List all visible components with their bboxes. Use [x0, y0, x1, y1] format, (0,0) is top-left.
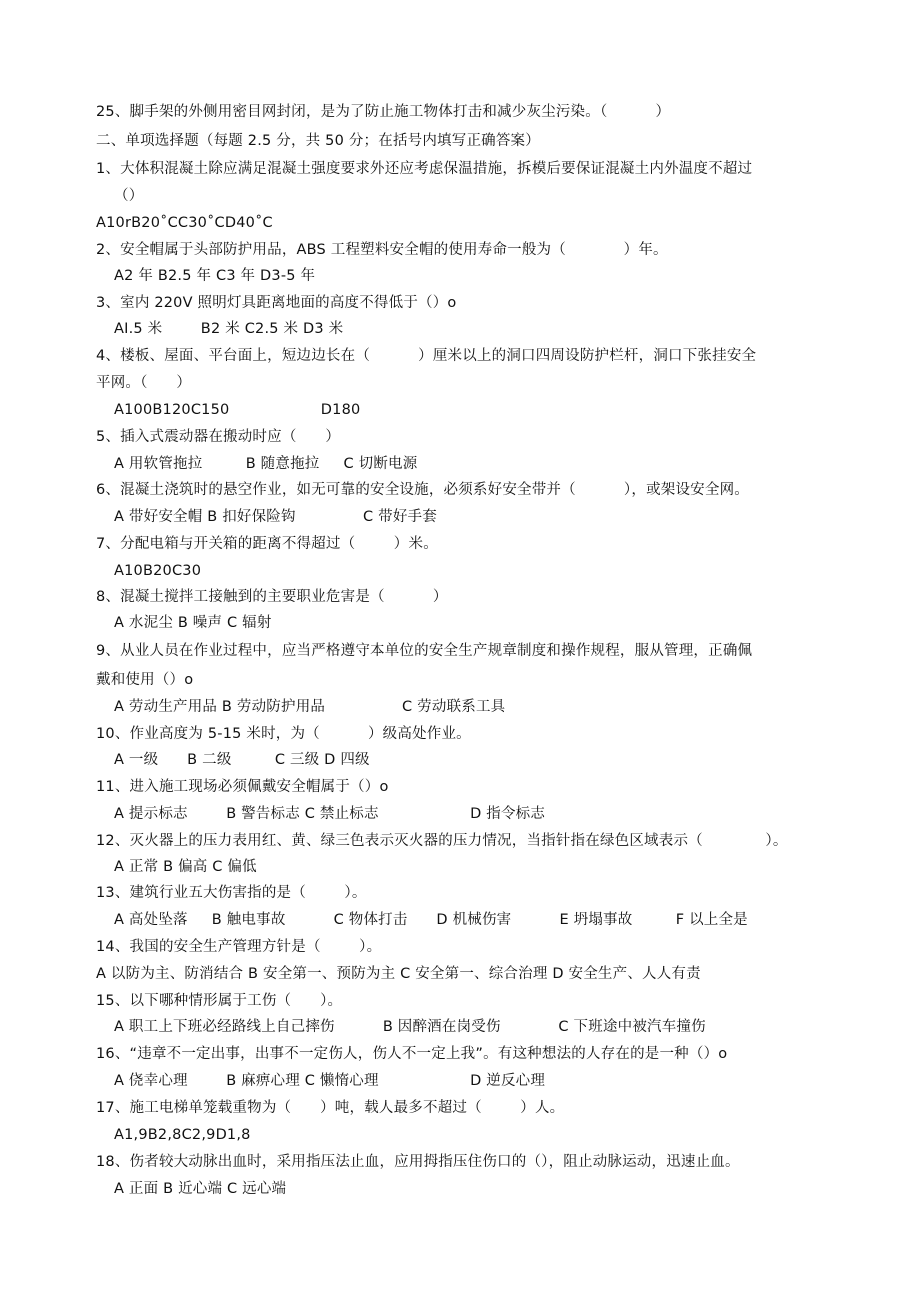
answer-options: A 水泥尘 B 噪声 C 辐射 — [114, 615, 272, 631]
question-text: （） — [114, 188, 144, 204]
question-text: 14、我国的安全生产管理方针是（ ）。 — [96, 939, 382, 955]
answer-options: A 以防为主、防消结合 B 安全第一、预防为主 C 安全第一、综合治理 D 安全生产、人人有责 — [96, 966, 701, 982]
question-text: 8、混凝土搅拌工接触到的主要职业危害是（ ） — [96, 589, 448, 605]
section-heading: 二、单项选择题（每题 2.5 分，共 50 分；在括号内填写正确答案） — [96, 133, 540, 149]
question-text: 10、作业高度为 5-15 米时，为（ ）级高处作业。 — [96, 726, 471, 742]
answer-options: A10B20C30 — [114, 563, 202, 579]
question-text: 戴和使用（）o — [96, 672, 194, 688]
answer-options: A 职工上下班必经路线上自己摔伤 B 因醉酒在岗受伤 C 下班途中被汽车撞伤 — [114, 1019, 706, 1035]
answer-options: A 正常 B 偏高 C 偏低 — [114, 859, 257, 875]
question-text: 4、楼板、屋面、平台面上，短边边长在（ ）厘米以上的洞口四周设防护栏杆，洞口下张挂安全 — [96, 348, 757, 364]
question-text: 1、大体积混凝土除应满足混凝土强度要求外还应考虑保温措施，拆模后要保证混凝土内外温度不超过 — [96, 161, 753, 177]
question-text: 16、“违章不一定出事，出事不一定伤人，伤人不一定上我”。有这种想法的人存在的是一种（）o — [96, 1046, 728, 1062]
answer-options: A 带好安全帽 B 扣好保险钩 C 带好手套 — [114, 509, 437, 525]
question-text: 15、以下哪种情形属于工伤（ ）。 — [96, 993, 343, 1009]
question-text: 3、室内 220V 照明灯具距离地面的高度不得低于（）o — [96, 295, 457, 311]
question-text: 6、混凝土浇筑时的悬空作业，如无可靠的安全设施，必须系好安全带并（ ），或架设安全网。 — [96, 482, 749, 498]
text-line: 25、脚手架的外侧用密目网封闭，是为了防止施工物体打击和减少灰尘污染。（ ） — [96, 104, 671, 120]
question-text: 9、从业人员在作业过程中，应当严格遵守本单位的安全生产规章制度和操作规程，服从管理，正确佩 — [96, 643, 753, 659]
answer-options: AI.5 米 B2 米 C2.5 米 D3 米 — [114, 321, 344, 337]
question-text: 平网。（ ） — [96, 375, 192, 391]
question-text: 7、分配电箱与开关箱的距离不得超过（ ）米。 — [96, 536, 438, 552]
answer-options: A2 年 B2.5 年 C3 年 D3-5 年 — [114, 268, 316, 284]
question-text: 18、伤者较大动脉出血时，采用指压法止血，应用拇指压住伤口的（），阻止动脉运动，迅速止血。 — [96, 1154, 740, 1170]
answer-options: A10rB20˚CC30˚CD40˚C — [96, 215, 273, 231]
answer-options: A 正面 B 近心端 C 远心端 — [114, 1181, 287, 1197]
answer-options: A 高处坠落 B 触电事故 C 物体打击 D 机械伤害 E 坍塌事故 F 以上全是 — [114, 912, 748, 928]
question-text: 2、安全帽属于头部防护用品，ABS 工程塑料安全帽的使用寿命一般为（ ）年。 — [96, 242, 668, 258]
answer-options: A 用软管拖拉 B 随意拖拉 C 切断电源 — [114, 456, 418, 472]
question-text: 5、插入式震动器在搬动时应（ ） — [96, 429, 341, 445]
answer-options: A100B120C150 D180 — [114, 402, 361, 418]
answer-options: A 侥幸心理 B 麻痹心理 C 懒惰心理 D 逆反心理 — [114, 1073, 546, 1089]
question-text: 11、进入施工现场必须佩戴安全帽属于（）o — [96, 779, 389, 795]
question-text: 12、灭火器上的压力表用红、黄、绿三色表示灭火器的压力情况，当指针指在绿色区域表示（ ）。 — [96, 833, 788, 849]
answer-options: A1,9B2,8C2,9D1,8 — [114, 1127, 251, 1143]
answer-options: A 提示标志 B 警告标志 C 禁止标志 D 指令标志 — [114, 806, 546, 822]
answer-options: A 劳动生产用品 B 劳动防护用品 C 劳动联系工具 — [114, 699, 506, 715]
question-text: 13、建筑行业五大伤害指的是（ ）。 — [96, 885, 367, 901]
answer-options: A 一级 B 二级 C 三级 D 四级 — [114, 752, 370, 768]
question-text: 17、施工电梯单笼载重物为（ ）吨，载人最多不超过（ ）人。 — [96, 1100, 565, 1116]
